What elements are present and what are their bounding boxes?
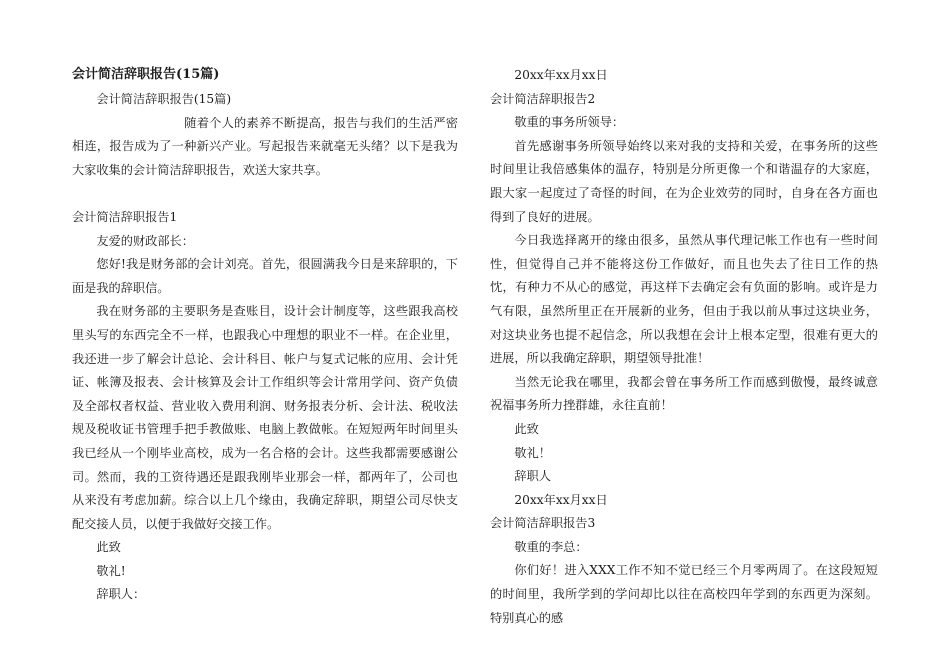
section-heading-1: 会计简洁辞职报告1 [72,209,178,224]
blank-line [72,182,458,206]
left-column [72,64,458,607]
section-heading-2: 会计简洁辞职报告2 [490,91,596,106]
signature-line-1: 辞职人： [96,587,146,602]
salutation-2: 敬重的事务所领导： [514,115,625,130]
document-subtitle: 会计简洁辞职报告(15篇) [96,92,232,106]
section-heading-3: 会计简洁辞职报告3 [490,516,596,531]
date-line-2: 20xx年xx月xx日 [514,492,608,507]
salutation-3: 敬重的李总： [514,539,588,554]
date-line-1: 20xx年xx月xx日 [514,68,608,82]
body-paragraph-1: 您好!我是财务部的会计刘亮。首先，很圆满我今日是来辞职的，下面是我的辞职信。 [72,257,458,295]
intro-paragraph: 随着个人的素养不断提高，报告与我们的生活严密相连，报告成为了一种新兴产业。写起报告来就毫无头绪？以下是我为大家收集的会计简洁辞职报告，欢送大家共享。 [72,115,458,177]
closing-line-1: 此致 [96,540,121,555]
signature-line-2: 辞职人 [514,469,551,484]
body-paragraph-6: 你们好！进入XXX工作不知不觉已经三个月零两周了。在这段短短的时间里，我所学到的学问却比以往在高校四年学到的东西更为深刻。特别真心的感 [490,563,878,625]
body-paragraph-3: 首先感谢事务所领导始终以来对我的支持和关爱，在事务所的这些时间里让我倍感集体的温存，特别是分所更像一个和谐温存的大家庭，跟大家一起度过了奇怪的时间，在为企业效劳的同时，自身在各方面也得到了良好的进展。 [490,138,878,224]
closing-line-4: 敬礼！ [514,445,551,460]
closing-line-3: 此致 [514,421,539,436]
body-paragraph-2: 我在财务部的主要职务是查账目，设计会计制度等，这些跟我高校里头写的东西完全不一样，也跟我心中理想的职业不一样。在企业里，我还进一步了解会计总论、会计科目、帐户与复式记帐的应用、会计凭证、帐簿及报表、会计核算及会计工作组织等会计常用学问、资产负债及全部权者权益、营业收入费用利润、财务报表分析、会计法、税收法规及税收证书管理手把手教做账、电脑上教做帐。在短短两年时间里头我已经从一个刚毕业高校，成为一名合格的会计。这些我都需要感谢公司。然而，我的工资待遇还是跟我刚毕业那会一样，都两年了，公司也从来没有考虑加薪。综合以上几个缘由，我确定辞职，期望公司尽快支配交接人员，以便于我做好交接工作。 [72,304,458,531]
body-paragraph-5: 当然无论我在哪里，我都会曾在事务所工作而感到傲慢，最终诚意祝福事务所力挫群雄，永往直前！ [490,374,878,413]
right-column [490,64,878,630]
closing-line-2: 敬礼! [96,563,126,578]
document-title: 会计简洁辞职报告(15篇) [72,67,220,82]
salutation-1: 友爱的财政部长： [96,233,194,248]
body-paragraph-4: 今日我选择离开的缘由很多，虽然从事代理记帐工作也有一些时间性，但觉得自己并不能将这份工作做好，而且也失去了往日工作的热忱，有种力不从心的感觉，再这样下去确定会有负面的影响。或许是力气有限，虽然所里正在开展新的业务，但由于我以前从事过这块业务，对这块业务也提不起信念，所以我想在会计上根本定型，很难有更大的进展，所以我确定辞职，期望领导批准！ [490,233,878,366]
